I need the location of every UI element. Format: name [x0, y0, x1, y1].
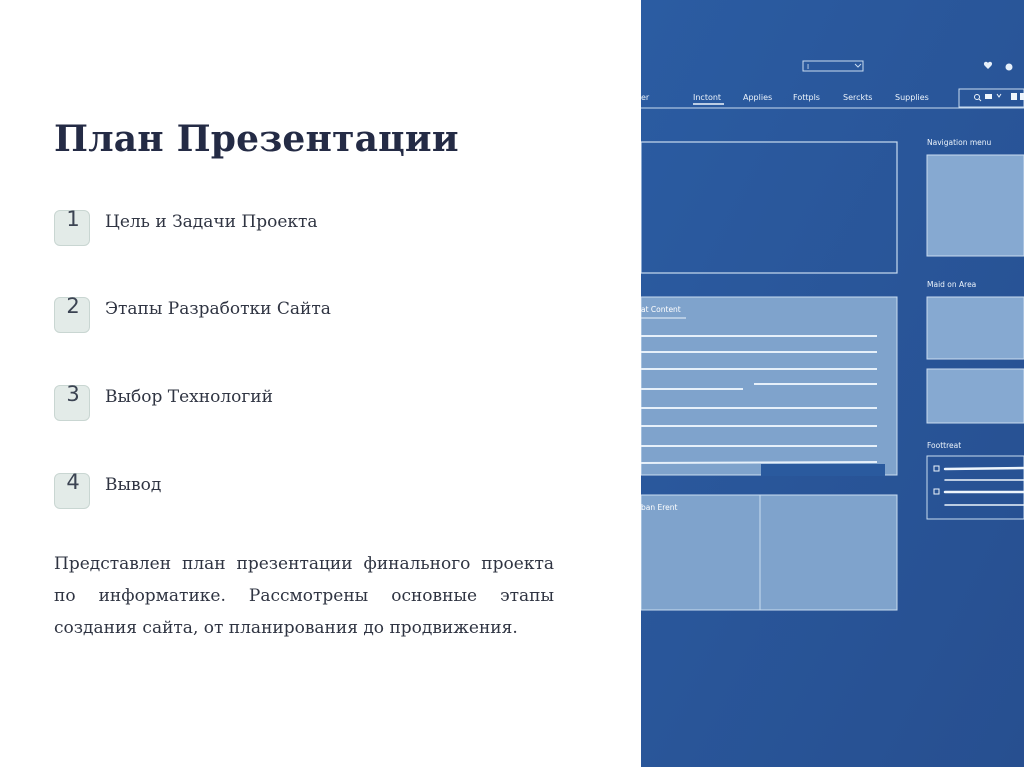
- agenda-number: 1: [66, 207, 80, 231]
- wireframe-nav-item: er: [641, 93, 650, 102]
- wireframe-content-label: at Content: [641, 305, 681, 314]
- wireframe-navigation-box: [927, 155, 1024, 256]
- wireframe-footer-label: Foottreat: [927, 441, 962, 450]
- user-icon: [1006, 64, 1013, 71]
- wireframe-nav-item-active: Inctont: [693, 93, 722, 102]
- wireframe-navigation-label: Navigation menu: [927, 138, 992, 147]
- agenda-number-box: [54, 382, 90, 421]
- blueprint-wireframe-image: [641, 0, 1024, 767]
- wireframe-content-panel: [641, 297, 897, 476]
- agenda-number-box: [54, 294, 90, 333]
- agenda-item-label: Цель и Задачи Проекта: [105, 212, 318, 232]
- wireframe-bottom-label: ban Erent: [641, 503, 678, 512]
- svg-text:I: I: [807, 63, 810, 71]
- agenda-number-box: [54, 470, 90, 509]
- wireframe-nav-item: Applies: [743, 93, 773, 102]
- wireframe-nav-item: Supplies: [895, 93, 929, 102]
- slide-title: План Презентации: [54, 118, 459, 160]
- square-icon: [1020, 93, 1024, 100]
- wireframe-nav-item: Fottpls: [793, 93, 820, 102]
- slide-summary-text: Представлен план презентации финального проекта по информатике. Рассмотрены основные этапы создания сайта, от планирования до продвижения.: [54, 554, 554, 638]
- agenda-number-box: [54, 207, 90, 246]
- document-icon: [1011, 93, 1017, 100]
- wireframe-nav-item: Serckts: [843, 93, 873, 102]
- agenda-item: [54, 470, 614, 511]
- wireframe-main-area-box: [927, 297, 1024, 359]
- agenda-number: 4: [66, 470, 80, 494]
- agenda-item-label: Вывод: [105, 475, 162, 495]
- wireframe-main-area-label: Maid on Area: [927, 280, 977, 289]
- chat-icon: [985, 94, 992, 99]
- agenda-number: 3: [66, 382, 80, 406]
- wireframe-bottom-panel: [641, 495, 897, 610]
- agenda-item-label: Этапы Разработки Сайта: [105, 299, 331, 319]
- agenda-number: 2: [66, 294, 80, 318]
- agenda-item: [54, 207, 614, 248]
- wireframe-illustration: [641, 0, 1024, 767]
- agenda-item-label: Выбор Технологий: [105, 387, 273, 407]
- wireframe-main-area-box: [927, 369, 1024, 423]
- agenda-item: [54, 382, 614, 423]
- agenda-item: [54, 294, 614, 335]
